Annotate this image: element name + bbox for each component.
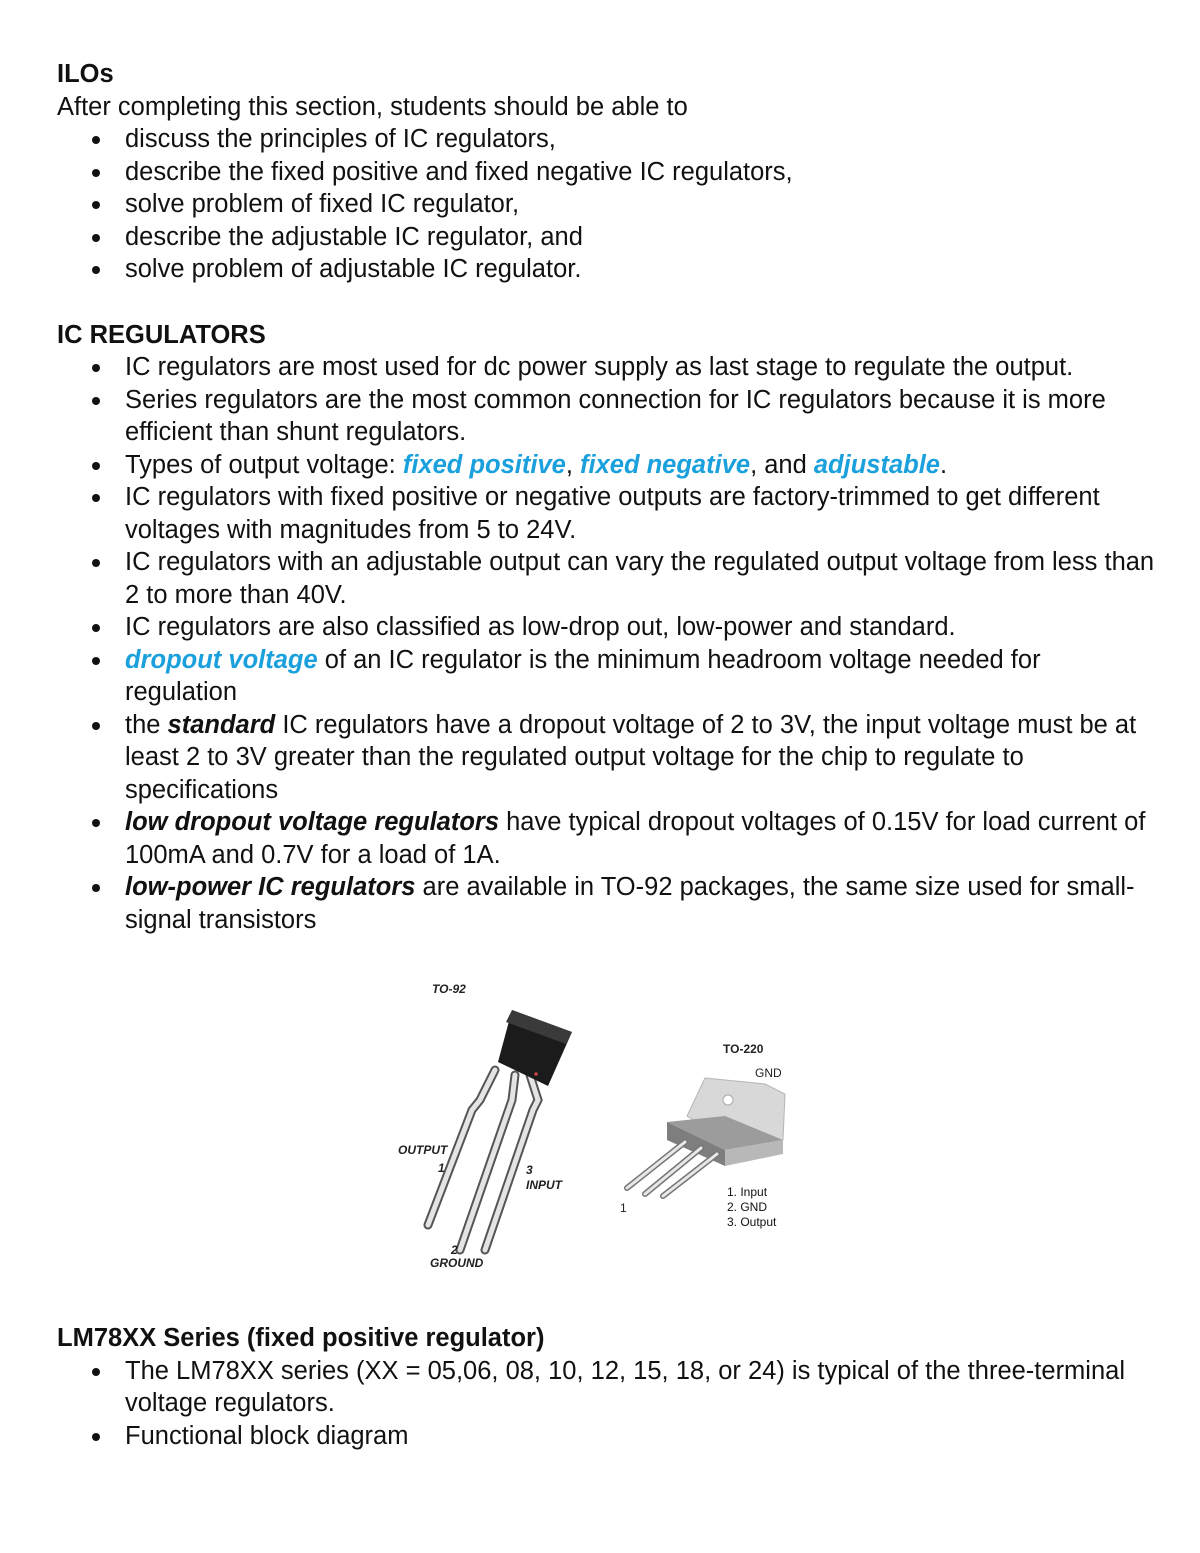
to220-title: TO-220 [723,1042,764,1056]
list-item: 3. Output [727,1215,777,1229]
list-item: The LM78XX series (XX = 05,06, 08, 10, 12, 15, 18, or 24) is typical of the three-terminal voltage regulators. [125,1355,1157,1420]
to220-pin-list [727,1185,776,1230]
list-item: Series regulators are the most common connection for IC regulators because it is more efficient than shunt regulators. [125,384,1157,449]
text: , and [750,450,814,479]
text: are available in TO-92 packages, the same size used for small-signal transistors [125,873,1135,934]
page-content [57,58,1157,936]
text: Types of output voltage: [125,450,403,479]
list-item: 2. GND [727,1200,768,1214]
keyword-fixed-negative: fixed negative [580,450,751,479]
ilos-intro: After completing this section, students should be able to [57,92,688,121]
list-item [125,709,1157,807]
list-item: IC regulators are also classified as low-drop out, low-power and standard. [125,611,1157,644]
keyword-fixed-positive: fixed positive [402,450,566,479]
list-item [125,806,1157,871]
to92-title: TO-92 [432,982,466,996]
list-item: describe the fixed positive and fixed negative IC regulators, [125,156,1157,189]
lm78xx-heading: LM78XX Series (fixed positive regulator) [57,1324,545,1352]
list-item: solve problem of adjustable IC regulator. [125,253,1157,286]
list-item: Functional block diagram [125,1420,1157,1453]
lm78xx-list [57,1355,1157,1453]
to92-ground-label: GROUND [430,1256,484,1270]
list-item: discuss the principles of IC regulators, [125,123,1157,156]
lm78xx-section [57,1322,1157,1452]
text: , [565,450,580,479]
list-item: IC regulators are most used for dc power supply as last stage to regulate the output. [125,351,1157,384]
keyword-dropout-voltage: dropout voltage [125,645,318,674]
list-item: describe the adjustable IC regulator, and [125,221,1157,254]
keyword-low-dropout: low dropout voltage regulators [125,808,500,836]
to92-output-label: OUTPUT [398,1143,448,1157]
list-item: solve problem of fixed IC regulator, [125,188,1157,221]
keyword-standard: standard [167,710,276,739]
ilos-list [57,123,1157,286]
list-item [125,449,1157,482]
ilos-heading: ILOs [57,60,114,88]
to220-package-illustration [615,1070,815,1200]
ic-regulators-heading: IC REGULATORS [57,320,266,349]
to92-package-illustration [400,1000,580,1265]
ic-regulators-list [57,351,1157,936]
text: have typical dropout voltages of 0.15V for load current of 100mA and 0.7V for a load of 1A. [125,808,1146,869]
list-item [125,871,1157,936]
text: the [125,710,168,739]
keyword-low-power: low-power IC regulators [125,873,416,901]
to92-pin3-label: 3 [526,1163,533,1177]
to92-input-label: INPUT [526,1178,562,1192]
to92-pin2-label: 2 [451,1243,458,1257]
list-item: 1. Input [727,1185,768,1199]
keyword-adjustable: adjustable [813,450,940,479]
to92-pin1-label: 1 [438,1161,445,1175]
list-item: IC regulators with fixed positive or negative outputs are factory-trimmed to get different voltages with magnitudes from 5 to 24V. [125,481,1157,546]
text: . [940,450,948,479]
list-item: IC regulators with an adjustable output can vary the regulated output voltage from less than 2 to more than 40V. [125,546,1157,611]
text: of an IC regulator is the minimum headroom voltage needed for regulation [125,645,1041,706]
to220-pin1-label: 1 [620,1201,627,1215]
list-item [125,644,1157,709]
text: IC regulators have a dropout voltage of 2 to 3V, the input voltage must be at least 2 to 3V greater than the regulated output voltage for the chip to regulate to specifications [125,710,1137,804]
to220-gnd-label: GND [755,1066,782,1080]
